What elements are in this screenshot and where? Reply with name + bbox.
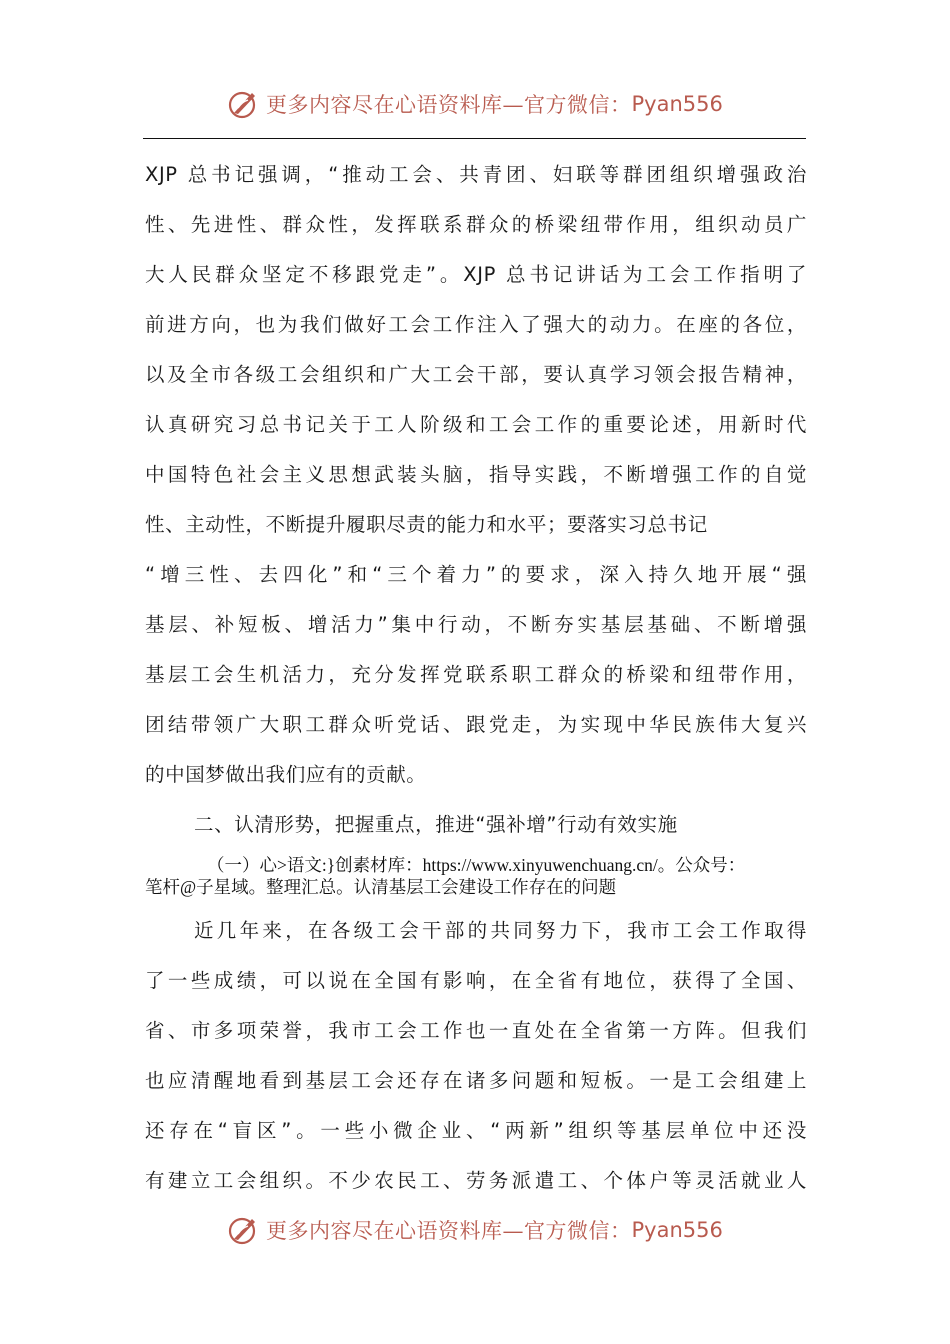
paragraph-line: 了一些成绩，可以说在全国有影响，在全省有地位，获得了全国、	[145, 969, 807, 992]
header-banner	[226, 84, 746, 124]
paragraph-line: 前进方向，也为我们做好工会工作注入了强大的动力。在座的各位，	[145, 313, 807, 336]
paragraph-line: 以及全市各级工会组织和广大工会干部，要认真学习领会报告精神，	[145, 363, 807, 386]
source-note-line: 笔杆@子星域。整理汇总。认清基层工会建设工作存在的问题	[145, 877, 617, 897]
paragraph-line: 认真研究习总书记关于工人阶级和工会工作的重要论述，用新时代	[145, 413, 807, 436]
header-divider	[143, 138, 806, 139]
paragraph-line: 基层工会生机活力，充分发挥党联系职工群众的桥梁和纽带作用，	[145, 663, 807, 686]
paragraph-line: 近几年来，在各级工会干部的共同努力下，我市工会工作取得	[194, 919, 807, 942]
paragraph-line: 的中国梦做出我们应有的贡献。	[145, 763, 427, 786]
paragraph-line: 性、主动性，不断提升履职尽责的能力和水平；要落实习总书记	[145, 513, 708, 536]
paragraph-line: 省、市多项荣誉，我市工会工作也一直处在全省第一方阵。但我们	[145, 1019, 807, 1042]
header-banner-id: Pyan556	[631, 92, 723, 116]
paragraph-line: 中国特色社会主义思想武装头脑，指导实践，不断增强工作的自觉	[145, 463, 807, 486]
paragraph-line: 还存在“盲区”。一些小微企业、“两新”组织等基层单位中还没	[145, 1119, 807, 1142]
quill-logo-icon	[226, 1213, 260, 1247]
paragraph-line: 基层、补短板、增活力”集中行动，不断夯实基层基础、不断增强	[145, 613, 807, 636]
source-note-line: （一）心>语文:}创素材库：https://www.xinyuwenchuang.cn/。公众号：	[207, 855, 746, 875]
body-text	[145, 150, 807, 1206]
paragraph-line: 有建立工会组织。不少农民工、劳务派遣工、个体户等灵活就业人	[145, 1169, 807, 1192]
paragraph-line: 大人民群众坚定不移跟党走”。XJP 总书记讲话为工会工作指明了	[145, 263, 807, 286]
paragraph-line: 也应清醒地看到基层工会还存在诸多问题和短板。一是工会组建上	[145, 1069, 807, 1092]
footer-banner	[226, 1210, 746, 1250]
footer-banner-text: 更多内容尽在心语资料库—官方微信：	[266, 1219, 632, 1243]
paragraph-line: 团结带领广大职工群众听党话、跟党走，为实现中华民族伟大复兴	[145, 713, 807, 736]
footer-banner-id: Pyan556	[631, 1218, 723, 1242]
section-heading: 二、认清形势，把握重点，推进“强补增”行动有效实施	[194, 813, 678, 836]
header-banner-text: 更多内容尽在心语资料库—官方微信：	[266, 93, 632, 117]
quill-logo-icon	[226, 87, 260, 121]
spacer	[145, 898, 807, 906]
paragraph-line: 性、先进性、群众性，发挥联系群众的桥梁纽带作用，组织动员广	[145, 213, 807, 236]
paragraph-line: XJP 总书记强调，“推动工会、共青团、妇联等群团组织增强政治	[145, 163, 807, 186]
paragraph-line: “增三性、去四化”和“三个着力”的要求，深入持久地开展“强	[145, 563, 807, 586]
